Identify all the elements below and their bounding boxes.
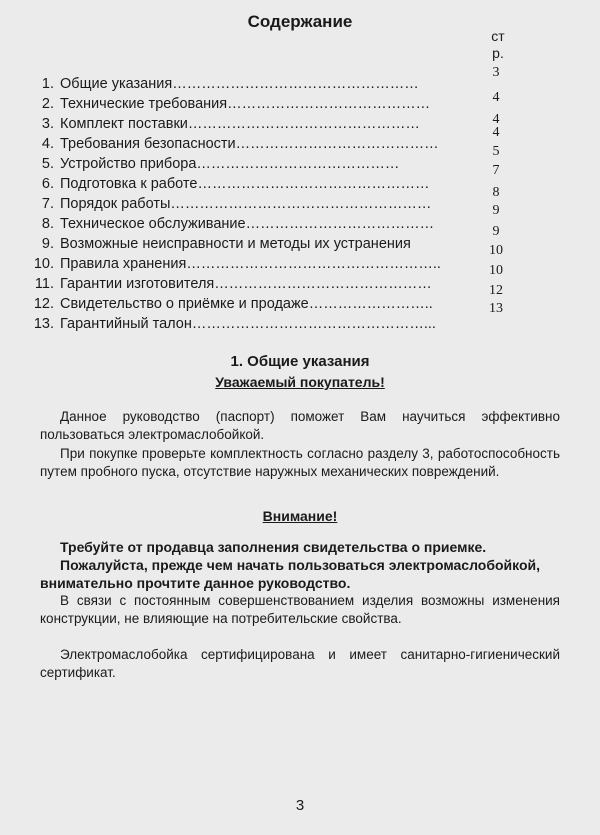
toc-num: 7. <box>41 196 54 212</box>
toc-num: 3. <box>41 116 54 132</box>
bold-paragraph-demand: Требуйте от продавца заполнения свидетельства о приемке. <box>60 539 487 555</box>
toc-num: 11. <box>34 276 54 292</box>
toc-page: 8 <box>492 185 500 200</box>
toc-num: 2. <box>41 96 54 112</box>
toc-page: 13 <box>489 301 503 316</box>
toc-num: 8. <box>41 216 54 232</box>
page-number: 3 <box>295 797 305 814</box>
paragraph-changes: В связи с постоянным совершенствованием изделия возможны изменения конструкции, не влияющие на потребительские свойства. <box>40 593 560 626</box>
toc-page-column-header <box>486 28 510 62</box>
toc-page: 9 <box>492 224 500 239</box>
toc-num: 4. <box>41 136 54 152</box>
page-col-head-line-2: р. <box>492 45 504 61</box>
toc-page: 4 <box>492 90 500 105</box>
toc-entry-title: Комплект поставки………………………………………… <box>60 116 420 132</box>
toc-page: 10 <box>489 263 503 278</box>
toc-num: 10. <box>33 256 54 272</box>
table-of-contents <box>30 65 570 336</box>
toc-entry-title: Свидетельство о приёмке и продаже…………………….. <box>60 296 433 312</box>
toc-entry-title: Возможные неисправности и методы их устранения <box>60 236 411 252</box>
toc-entry-title: Подготовка к работе………………………………………… <box>60 176 430 192</box>
toc-entry-title: Правила хранения…………………………………………….. <box>60 256 441 272</box>
toc-num: 1. <box>41 76 54 92</box>
paragraph-certificate: Электромаслобойка сертифицирована и имеет санитарно-гигиенический сертификат. <box>40 647 560 680</box>
toc-entry-title: Гарантии изготовителя……………………………………… <box>60 276 432 292</box>
toc-num: 5. <box>41 156 54 172</box>
paragraph-check: При покупке проверьте комплектность согласно разделу 3, работоспособность путем пробного пуска, отсутствие наружных механических повреждений. <box>40 446 560 479</box>
paragraph-guide: Данное руководство (паспорт) поможет Вам научиться эффективно пользоваться электромаслобойкой. <box>40 409 560 442</box>
toc-page: 9 <box>492 203 500 218</box>
toc-entry-title: Технические требования…………………………………… <box>60 96 431 112</box>
toc-entry-title: Гарантийный талон…………………………………………... <box>60 316 436 332</box>
bold-paragraph-read: Пожалуйста, прежде чем начать пользоваться электромаслобойкой, внимательно прочтите данное руководство. <box>40 557 541 591</box>
toc-page: 7 <box>492 163 500 178</box>
toc-entry-title: Техническое обслуживание………………………………… <box>60 216 435 232</box>
toc-entry-title: Требования безопасности…………………………………… <box>60 136 439 152</box>
page-col-head-line-1: ст <box>491 28 505 44</box>
toc-page: 10 <box>489 243 503 258</box>
attention-heading: Внимание! <box>262 508 338 524</box>
toc-page: 12 <box>489 283 503 298</box>
section-heading: 1. Общие указания <box>230 353 370 370</box>
salutation: Уважаемый покупатель! <box>215 374 385 390</box>
toc-num: 13. <box>33 316 54 332</box>
toc-num: 9. <box>41 236 54 252</box>
toc-page: 5 <box>492 144 500 159</box>
toc-title: Содержание <box>247 12 353 31</box>
toc-entry-title: Порядок работы……………………………………………… <box>60 196 432 212</box>
toc-entry-title: Общие указания…………………………………………… <box>60 76 419 92</box>
toc-page: 4 <box>492 125 500 140</box>
toc-num: 6. <box>41 176 54 192</box>
toc-page: 3 <box>492 65 500 80</box>
toc-page: 4 <box>492 112 500 127</box>
toc-num: 12. <box>33 296 54 312</box>
toc-entry-title: Устройство прибора…………………………………… <box>60 156 400 172</box>
